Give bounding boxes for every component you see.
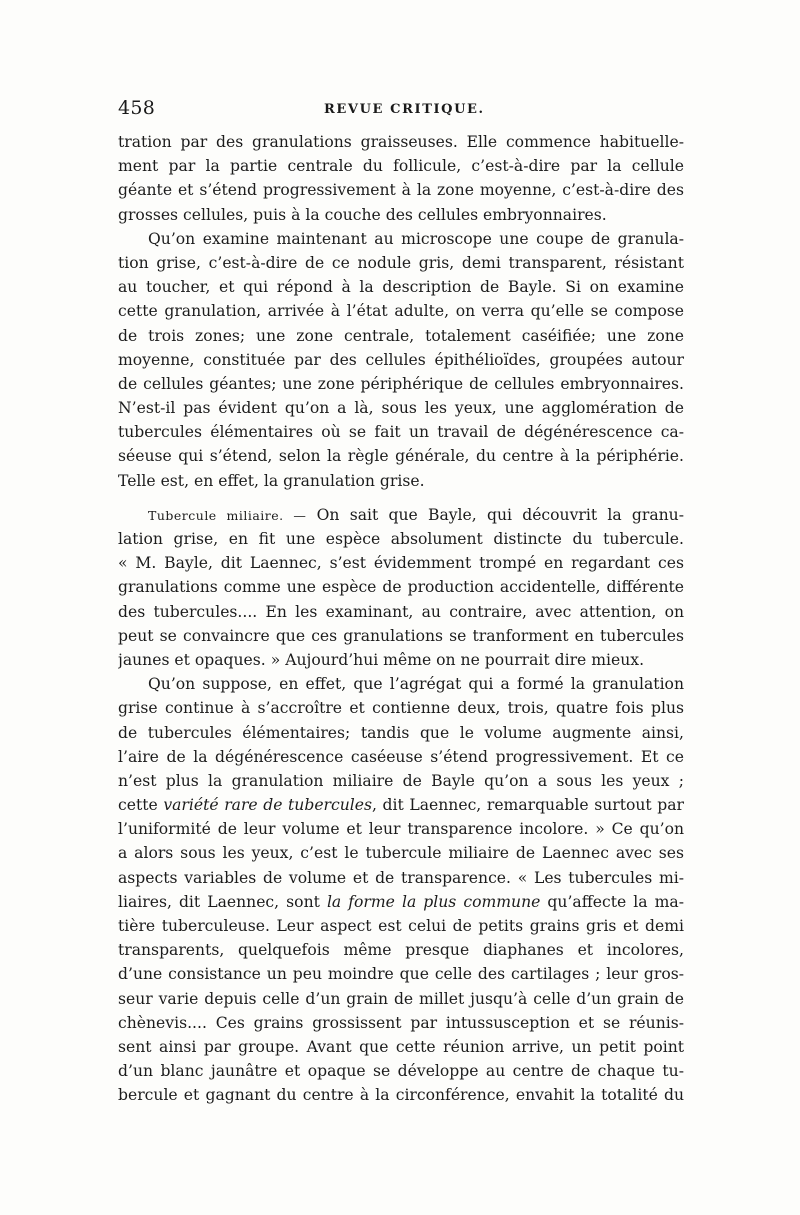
text-line: « M. Bayle, dit Laennec, s’est évidemment trompé en regardant ces bbox=[118, 554, 684, 573]
page-number: 458 bbox=[118, 97, 156, 119]
text-line: de cellules géantes; une zone périphérique de cellules embryonnaires. bbox=[118, 374, 684, 393]
text-line: tion grise, c’est-à-dire de ce nodule gris, demi transparent, résistant bbox=[118, 253, 684, 272]
text-line: séeuse qui s’étend, selon la règle générale, du centre à la périphérie. bbox=[118, 447, 684, 466]
text-line: grosses cellules, puis à la couche des cellules embryonnaires. bbox=[118, 205, 607, 224]
text-line: n’est plus la granulation miliaire de Bayle qu’on a sous les yeux ; bbox=[118, 771, 684, 790]
text-line: bercule et gagnant du centre à la circonférence, envahit la totalité du bbox=[118, 1086, 684, 1105]
text-line: aspects variables de volume et de transparence. « Les tubercules mi- bbox=[118, 868, 684, 887]
text-line: seur varie depuis celle d’un grain de millet jusqu’à celle d’un grain de bbox=[118, 989, 684, 1008]
section-gap bbox=[118, 493, 684, 503]
text-line: lation grise, en fit une espèce absolument distincte du tubercule. bbox=[118, 530, 684, 548]
text-line: transparents, quelquefois même presque diaphanes et incolores, bbox=[118, 941, 684, 960]
text-fragment: On sait que Bayle, qui découvrit la granu- bbox=[316, 505, 684, 524]
text-line: moyenne, constituée par des cellules épithélioïdes, groupées autour bbox=[118, 350, 684, 369]
section-heading: Tubercule miliaire. — bbox=[148, 507, 307, 523]
text-line: d’un blanc jaunâtre et opaque se développe au centre de chaque tu- bbox=[118, 1062, 684, 1081]
text-line: Qu’on examine maintenant au microscope une coupe de granula- bbox=[148, 229, 684, 248]
text-line: au toucher, et qui répond à la description de Bayle. Si on examine bbox=[118, 278, 684, 297]
text-line: Telle est, en effet, la granulation grise. bbox=[118, 471, 425, 490]
text-line: tration par des granulations graisseuses. Elle commence habituelle- bbox=[118, 133, 684, 151]
text-fragment: , dit Laennec, remarquable surtout par bbox=[372, 796, 684, 815]
text-line: a alors sous les yeux, c’est le tubercule miliaire de Laennec avec ses bbox=[118, 844, 684, 863]
text-line bbox=[118, 890, 684, 914]
text-line: cette granulation, arrivée à l’état adulte, on verra qu’elle se compose bbox=[118, 302, 684, 321]
italic-phrase: variété rare de tubercules bbox=[163, 796, 372, 815]
text-line: N’est-il pas évident qu’on a là, sous les yeux, une agglomération de bbox=[118, 399, 684, 418]
text-fragment: qu’affecte la ma- bbox=[540, 892, 684, 911]
text-line: chènevis.... Ces grains grossissent par intussusception et se réunis- bbox=[118, 1013, 684, 1032]
text-line: de tubercules élémentaires; tandis que le volume augmente ainsi, bbox=[118, 723, 684, 742]
text-line bbox=[118, 503, 684, 527]
text-line: de trois zones; une zone centrale, totalement caséifiée; une zone bbox=[118, 326, 684, 345]
text-line: l’aire de la dégénérescence caséeuse s’étend progressivement. Et ce bbox=[118, 747, 684, 766]
text-line: peut se convaincre que ces granulations se tranforment en tubercules bbox=[118, 626, 684, 645]
text-line: des tubercules.... En les examinant, au contraire, avec attention, on bbox=[118, 602, 684, 621]
page-header bbox=[118, 97, 684, 127]
text-line: d’une consistance un peu moindre que celle des cartilages ; leur gros- bbox=[118, 965, 684, 984]
text-line: grise continue à s’accroître et contienne deux, trois, quatre fois plus bbox=[118, 699, 684, 718]
text-line: jaunes et opaques. » Aujourd’hui même on ne pourrait dire mieux. bbox=[118, 650, 645, 669]
text-fragment: cette bbox=[118, 796, 164, 815]
text-line: tubercules élémentaires où se fait un travail de dégénérescence ca- bbox=[118, 423, 684, 442]
body-text bbox=[118, 130, 684, 1108]
text-line: ment par la partie centrale du follicule, c’est-à-dire par la cellule bbox=[118, 157, 684, 176]
text-line: l’uniformité de leur volume et leur transparence incolore. » Ce qu’on bbox=[118, 820, 684, 839]
text-fragment: liaires, dit Laennec, sont bbox=[118, 892, 327, 911]
text-line: tière tuberculeuse. Leur aspect est celui de petits grains gris et demi bbox=[118, 917, 684, 935]
text-line: géante et s’étend progressivement à la zone moyenne, c’est-à-dire des bbox=[118, 181, 684, 200]
italic-phrase: la forme la plus commune bbox=[326, 892, 541, 911]
text-line: granulations comme une espèce de production accidentelle, différente bbox=[118, 578, 684, 597]
running-title: REVUE CRITIQUE. bbox=[324, 102, 485, 117]
text-line bbox=[118, 793, 684, 817]
text-line: sent ainsi par groupe. Avant que cette réunion arrive, un petit point bbox=[118, 1037, 684, 1056]
text-line: Qu’on suppose, en effet, que l’agrégat qui a formé la granulation bbox=[148, 675, 684, 694]
